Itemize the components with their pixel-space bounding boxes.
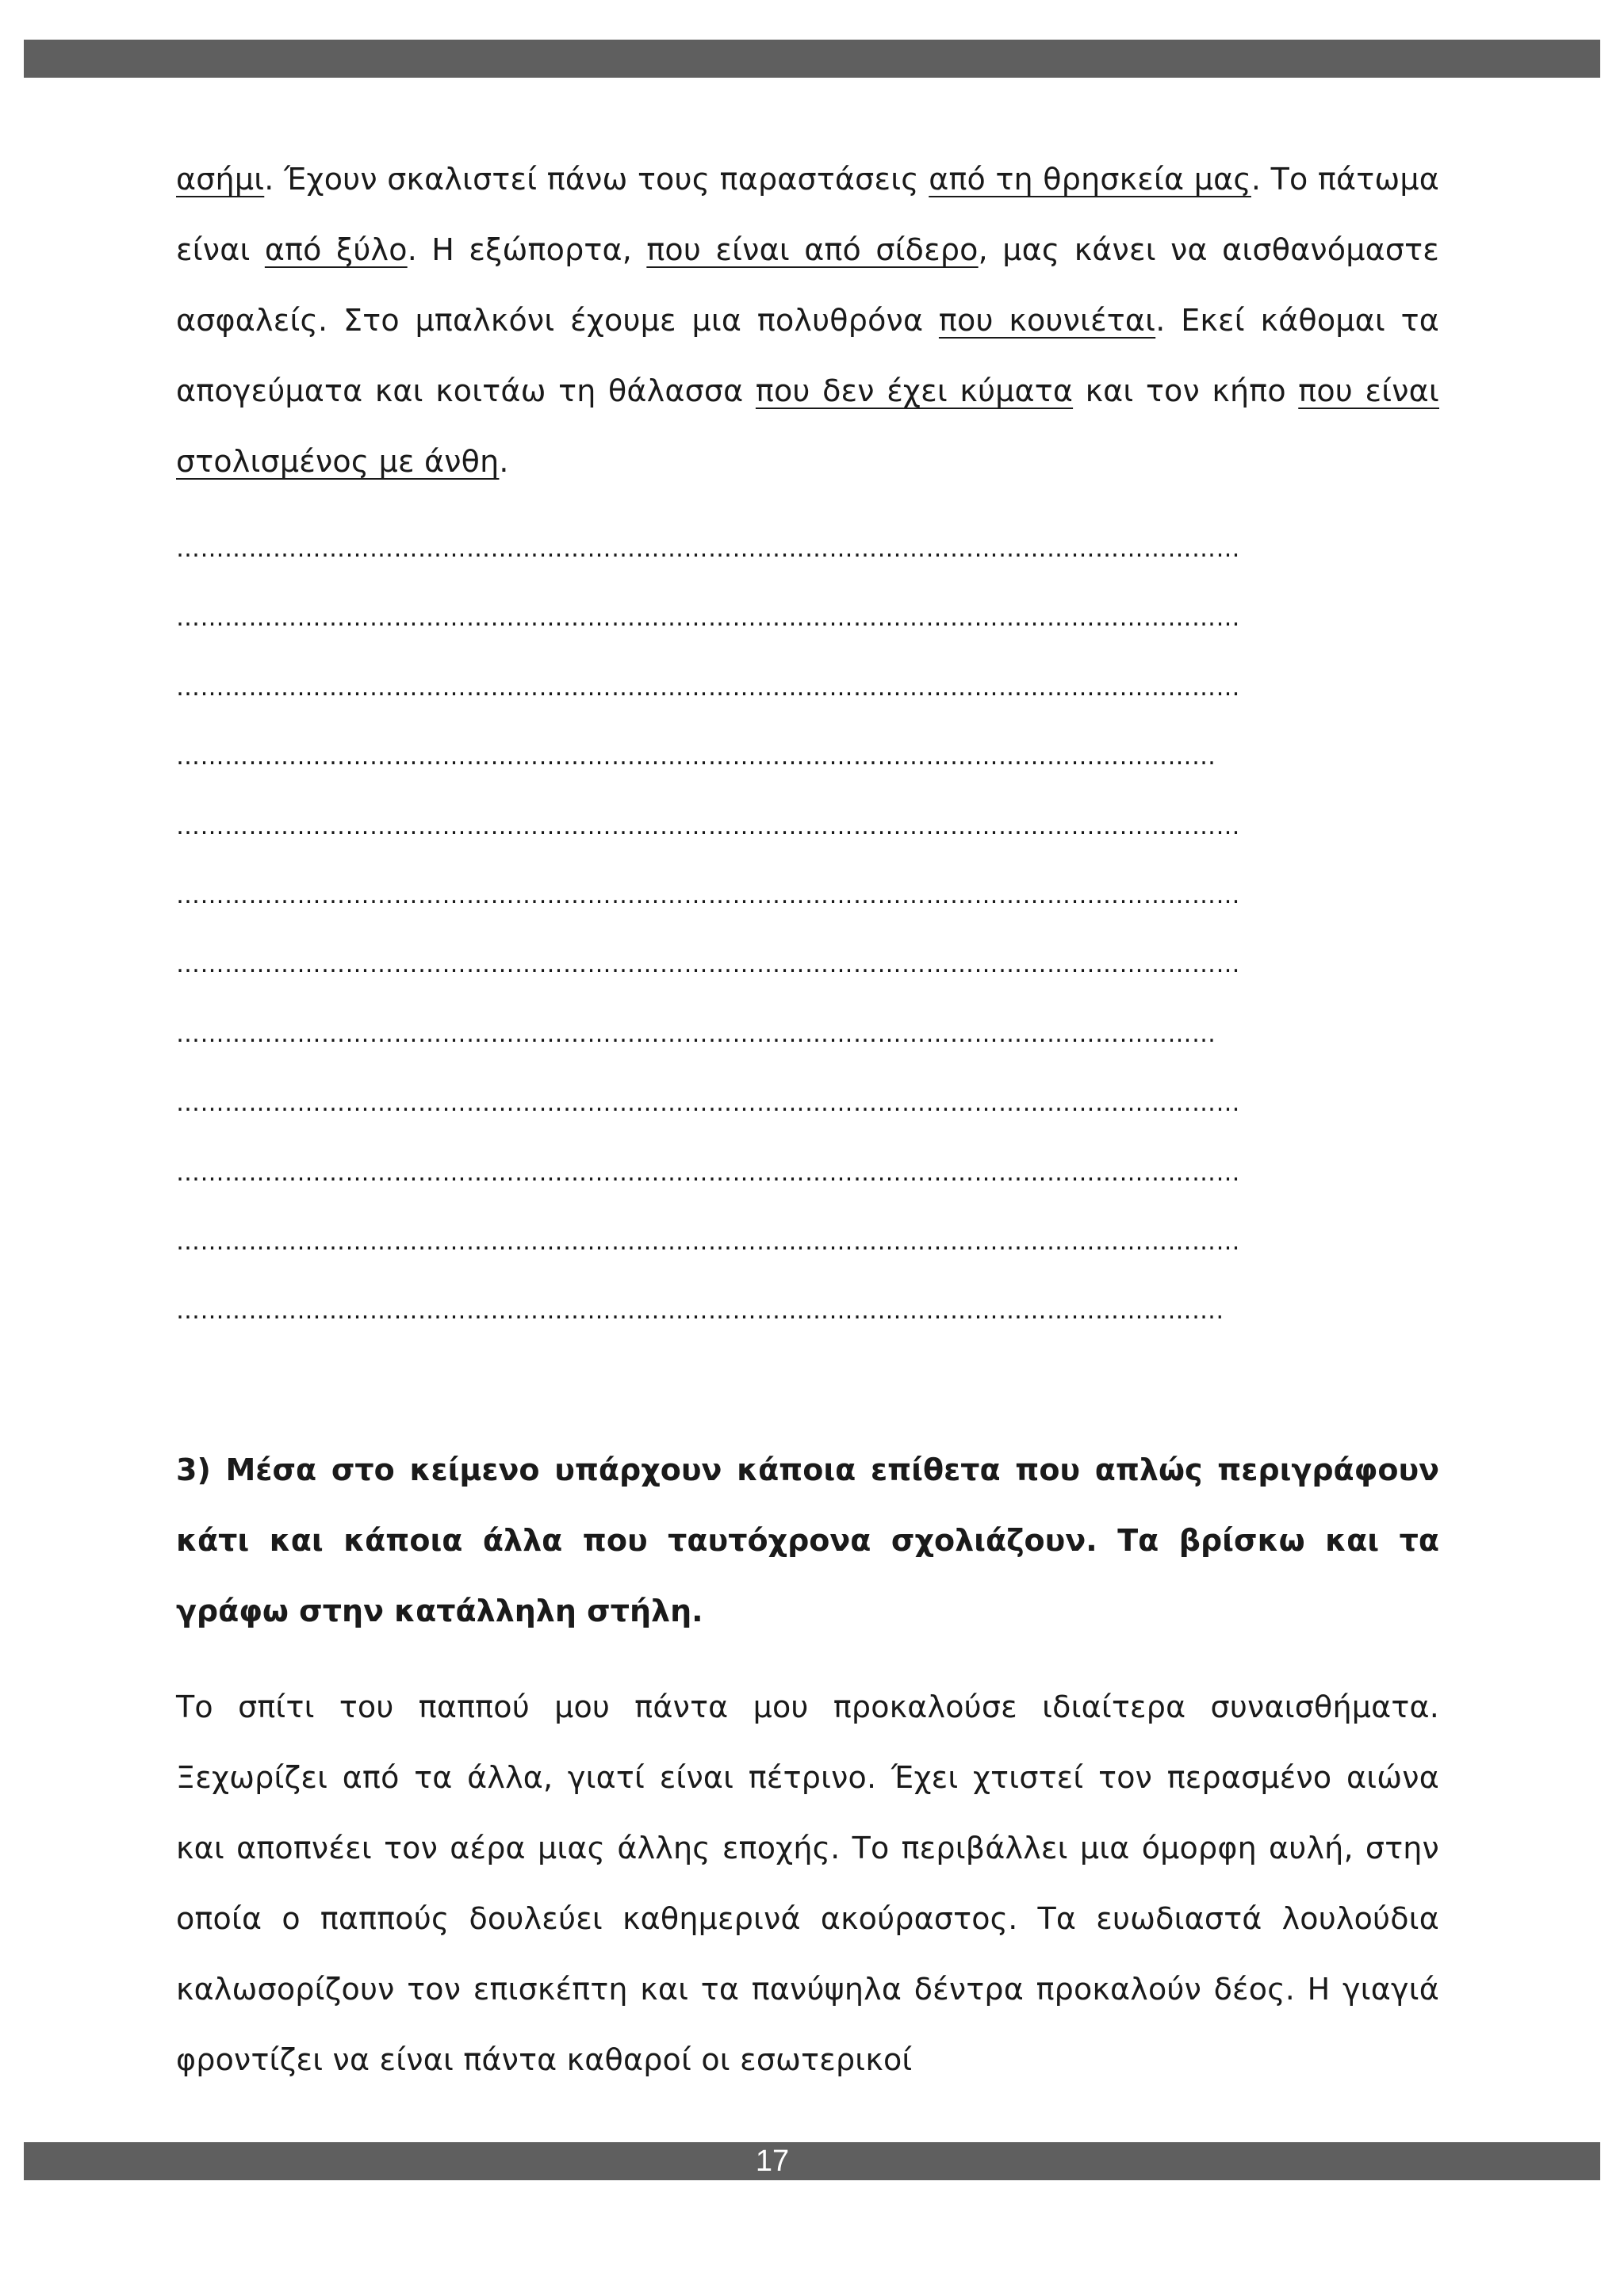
underlined-phrase: που είναι από σίδερο [646, 232, 979, 267]
answer-line[interactable]: ………………………………………………………………………………………………………………… [176, 743, 1216, 771]
paragraph-1 [176, 144, 1439, 497]
question-3: 3) Μέσα στο κείμενο υπάρχουν κάποια επίθετα που απλώς περιγράφουν κάτι και κάποια άλλα που ταυτόχρονα σχολιάζουν. Τα βρίσκω και τα γράφω στην κατάλληλη στήλη. [176, 1452, 1439, 1628]
text-segment: . Το πάτωμα είναι [176, 162, 1440, 267]
header-bar [24, 40, 1600, 78]
answer-line[interactable]: …………………………………………………………………………………………………………………… [176, 535, 1240, 563]
paragraph-2: Το σπίτι του παππού μου πάντα μου προκαλούσε ιδιαίτερα συναισθήματα. Ξεχωρίζει από τα άλλα, γιατί είναι πέτρινο. Έχει χτιστεί τον περασμένο αιώνα και αποπνέει τον αέρα μιας άλλης εποχής. Το περιβάλλει μια όμορφη αυλή, στην οποία ο παππούς δουλεύει καθημερινά ακούραστος. Τα ευωδιαστά λουλούδια καλωσορίζουν τον επισκέπτη και τα πανύψηλα δέντρα προκαλούν δέος. Η γιαγιά φροντίζει να είναι πάντα καθαροί οι εσωτερικοί [176, 1689, 1439, 2077]
footer-bar [24, 2142, 1600, 2180]
answer-line[interactable]: …………………………………………………………………………………………………………………… [176, 1158, 1240, 1187]
text-segment: . Η εξώπορτα, [407, 232, 647, 267]
text-segment: . Εκεί κάθομαι τα απογεύματα και κοιτάω τη θάλασσα [176, 303, 1439, 408]
answer-line[interactable]: …………………………………………………………………………………………………………………… [176, 1089, 1240, 1118]
answer-line[interactable]: ………………………………………………………………………………………………………………… [176, 1020, 1216, 1048]
text-segment: , μας κάνει να αισθανόμαστε ασφαλείς. Στο μπαλκόνι έχουμε μια πολυθρόνα [176, 232, 1439, 338]
underlined-phrase: από τη θρησκεία μας [929, 162, 1251, 197]
text-segment: και τον κήπο [1073, 373, 1299, 408]
text-segment: . Έχουν σκαλιστεί πάνω τους παραστάσεις [264, 162, 929, 197]
page-number: 17 [755, 2145, 790, 2178]
answer-line[interactable]: …………………………………………………………………………………………………………………… [176, 673, 1240, 702]
answer-line[interactable]: …………………………………………………………………………………………………………………. [176, 1297, 1224, 1326]
underlined-phrase: ασήμι [176, 162, 265, 197]
page-content [176, 144, 1439, 2095]
underlined-phrase: που κουνιέται [938, 303, 1156, 338]
answer-line[interactable]: …………………………………………………………………………………………………………………… [176, 951, 1240, 979]
answer-line[interactable]: …………………………………………………………………………………………………………………… [176, 604, 1240, 633]
underlined-phrase: που δεν έχει κύματα [755, 373, 1074, 408]
answer-lines [176, 515, 1439, 1346]
text-segment: . [499, 444, 509, 479]
answer-line[interactable]: …………………………………………………………………………………………………………………… [176, 1227, 1240, 1256]
answer-line[interactable]: …………………………………………………………………………………………………………………… [176, 881, 1240, 909]
underlined-phrase: που είναι στολισμένος με άνθη [176, 373, 1439, 479]
answer-line[interactable]: …………………………………………………………………………………………………………………… [176, 812, 1240, 840]
underlined-phrase: από ξύλο [264, 232, 408, 267]
